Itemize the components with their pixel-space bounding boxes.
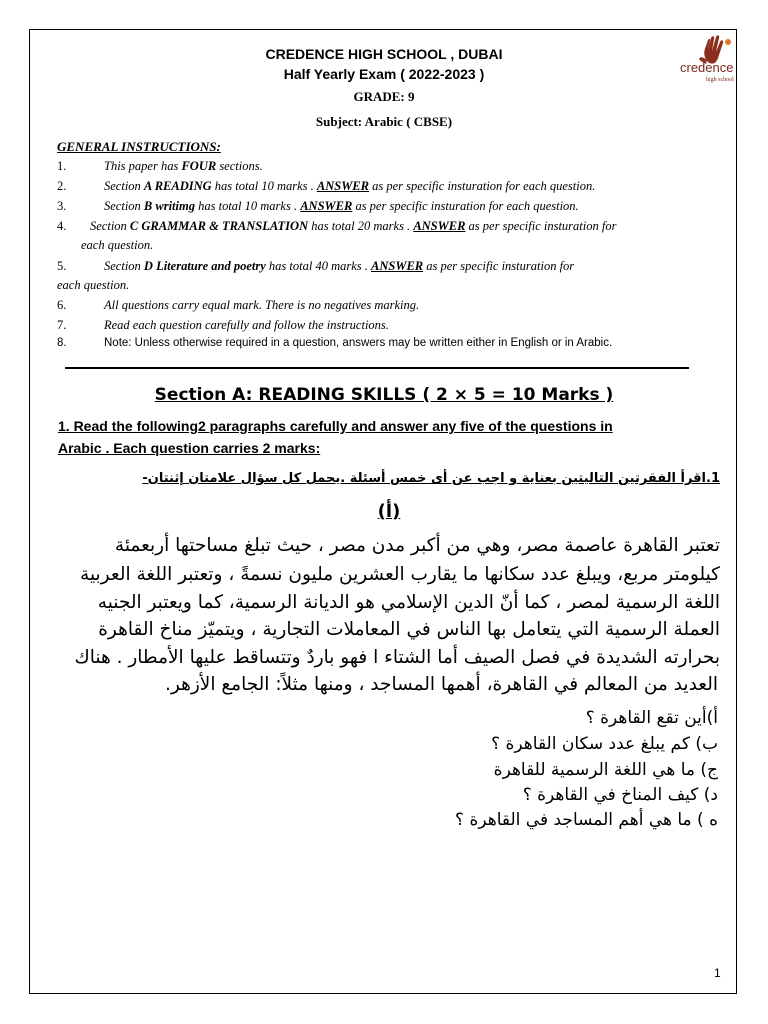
page-number: 1 <box>714 966 721 980</box>
question-1-prompt-line2: Arabic . Each question carries 2 marks: <box>58 440 321 456</box>
instruction-text: Section C GRAMMAR & TRANSLATION has total 20 marks . ANSWER as per specific insturation for <box>90 219 617 233</box>
logo-subtext: high school <box>706 77 734 83</box>
passage-line: العملة الرسمية التي يتعامل بها الناس في المعاملات التجارية ، ويتميّز مناخ القاهرة <box>98 619 720 640</box>
instruction-number: 1. <box>57 159 67 173</box>
instruction-number: 6. <box>57 298 67 312</box>
instruction-text: Read each question carefully and follow the instructions. <box>104 318 389 332</box>
instruction-text: Section B writimg has total 10 marks . ANSWER as per specific insturation for each question. <box>104 199 579 213</box>
question-item: ب) كم يبلغ عدد سكان القاهرة ؟ <box>491 734 718 754</box>
passage-marker: (أ) <box>377 501 401 522</box>
logo-wordmark: credence <box>680 60 734 75</box>
passage-line: اللغة الرسمية لمصر ، كما أنّ الدين الإسلامي هو الديانة الرسمية، كما ويعتبر الجنيه <box>97 592 720 613</box>
school-name: CREDENCE HIGH SCHOOL , DUBAI <box>265 46 503 62</box>
instruction-number: 8. <box>57 337 67 349</box>
instruction-number: 4. <box>57 219 67 233</box>
instruction-continuation: each question. <box>57 278 130 292</box>
instruction-text: This paper has FOUR sections. <box>104 159 263 173</box>
instructions-title: GENERAL INSTRUCTIONS: <box>57 139 221 154</box>
instruction-text: Section A READING has total 10 marks . ANSWER as per specific insturation for each question. <box>104 179 596 193</box>
question-item: د) كيف المناخ في القاهرة ؟ <box>522 785 718 805</box>
instruction-continuation: each question. <box>81 238 154 252</box>
question-1-prompt-line1: 1. Read the following2 paragraphs carefully and answer any five of the questions in <box>58 418 613 434</box>
instruction-text: Note: Unless otherwise required in a question, answers may be written either in English or in Arabic. <box>104 337 613 349</box>
subject-label: Subject: Arabic ( CBSE) <box>315 114 453 129</box>
section-a-title: Section A: READING SKILLS ( 2 × 5 = 10 Marks ) <box>154 385 614 405</box>
passage-line: تعتبر القاهرة عاصمة مصر، وهي من أكبر مدن مصر ، حيث تبلغ مساحتها أربعمئة <box>114 535 720 556</box>
passage-line: العديد من المعالم في القاهرة، أهمها المساجد ، ومنها مثلاً: الجامع الأزهر. <box>164 674 718 695</box>
divider-line <box>65 367 689 369</box>
exam-title: Half Yearly Exam ( 2022-2023 ) <box>283 66 485 82</box>
instruction-number: 3. <box>57 199 67 213</box>
instruction-number: 2. <box>57 179 67 193</box>
question-item: ج) ما هي اللغة الرسمية للقاهرة <box>493 760 718 780</box>
passage-line: بحرارته الشديدة في فصل الصيف أما الشتاء ا فهو باردٌ وتتساقط عليها الأمطار . هناك <box>74 647 720 668</box>
instruction-number: 5. <box>57 259 67 273</box>
instruction-text: Section D Literature and poetry has total 40 marks . ANSWER as per specific insturation for <box>104 259 575 273</box>
instruction-number: 7. <box>57 318 67 332</box>
question-item: ه ) ما هي أهم المساجد في القاهرة ؟ <box>455 810 718 830</box>
arabic-instruction: 1.اقرأ الفقرتين التاليتين بعناية و اجب عن أى خمس أسئلة .يحمل كل سؤال علامتان إثنتان- <box>142 471 720 486</box>
grade-label: GRADE: 9 <box>353 89 415 104</box>
instruction-text: All questions carry equal mark. There is no negatives marking. <box>104 298 420 312</box>
passage-line: كيلومتر مربع، ويبلغ عدد سكانها ما يقارب العشرين مليون نسمةً ، وتعتبر اللغة العربية <box>80 564 720 585</box>
question-item: أ)أين تقع القاهرة ؟ <box>585 708 718 728</box>
